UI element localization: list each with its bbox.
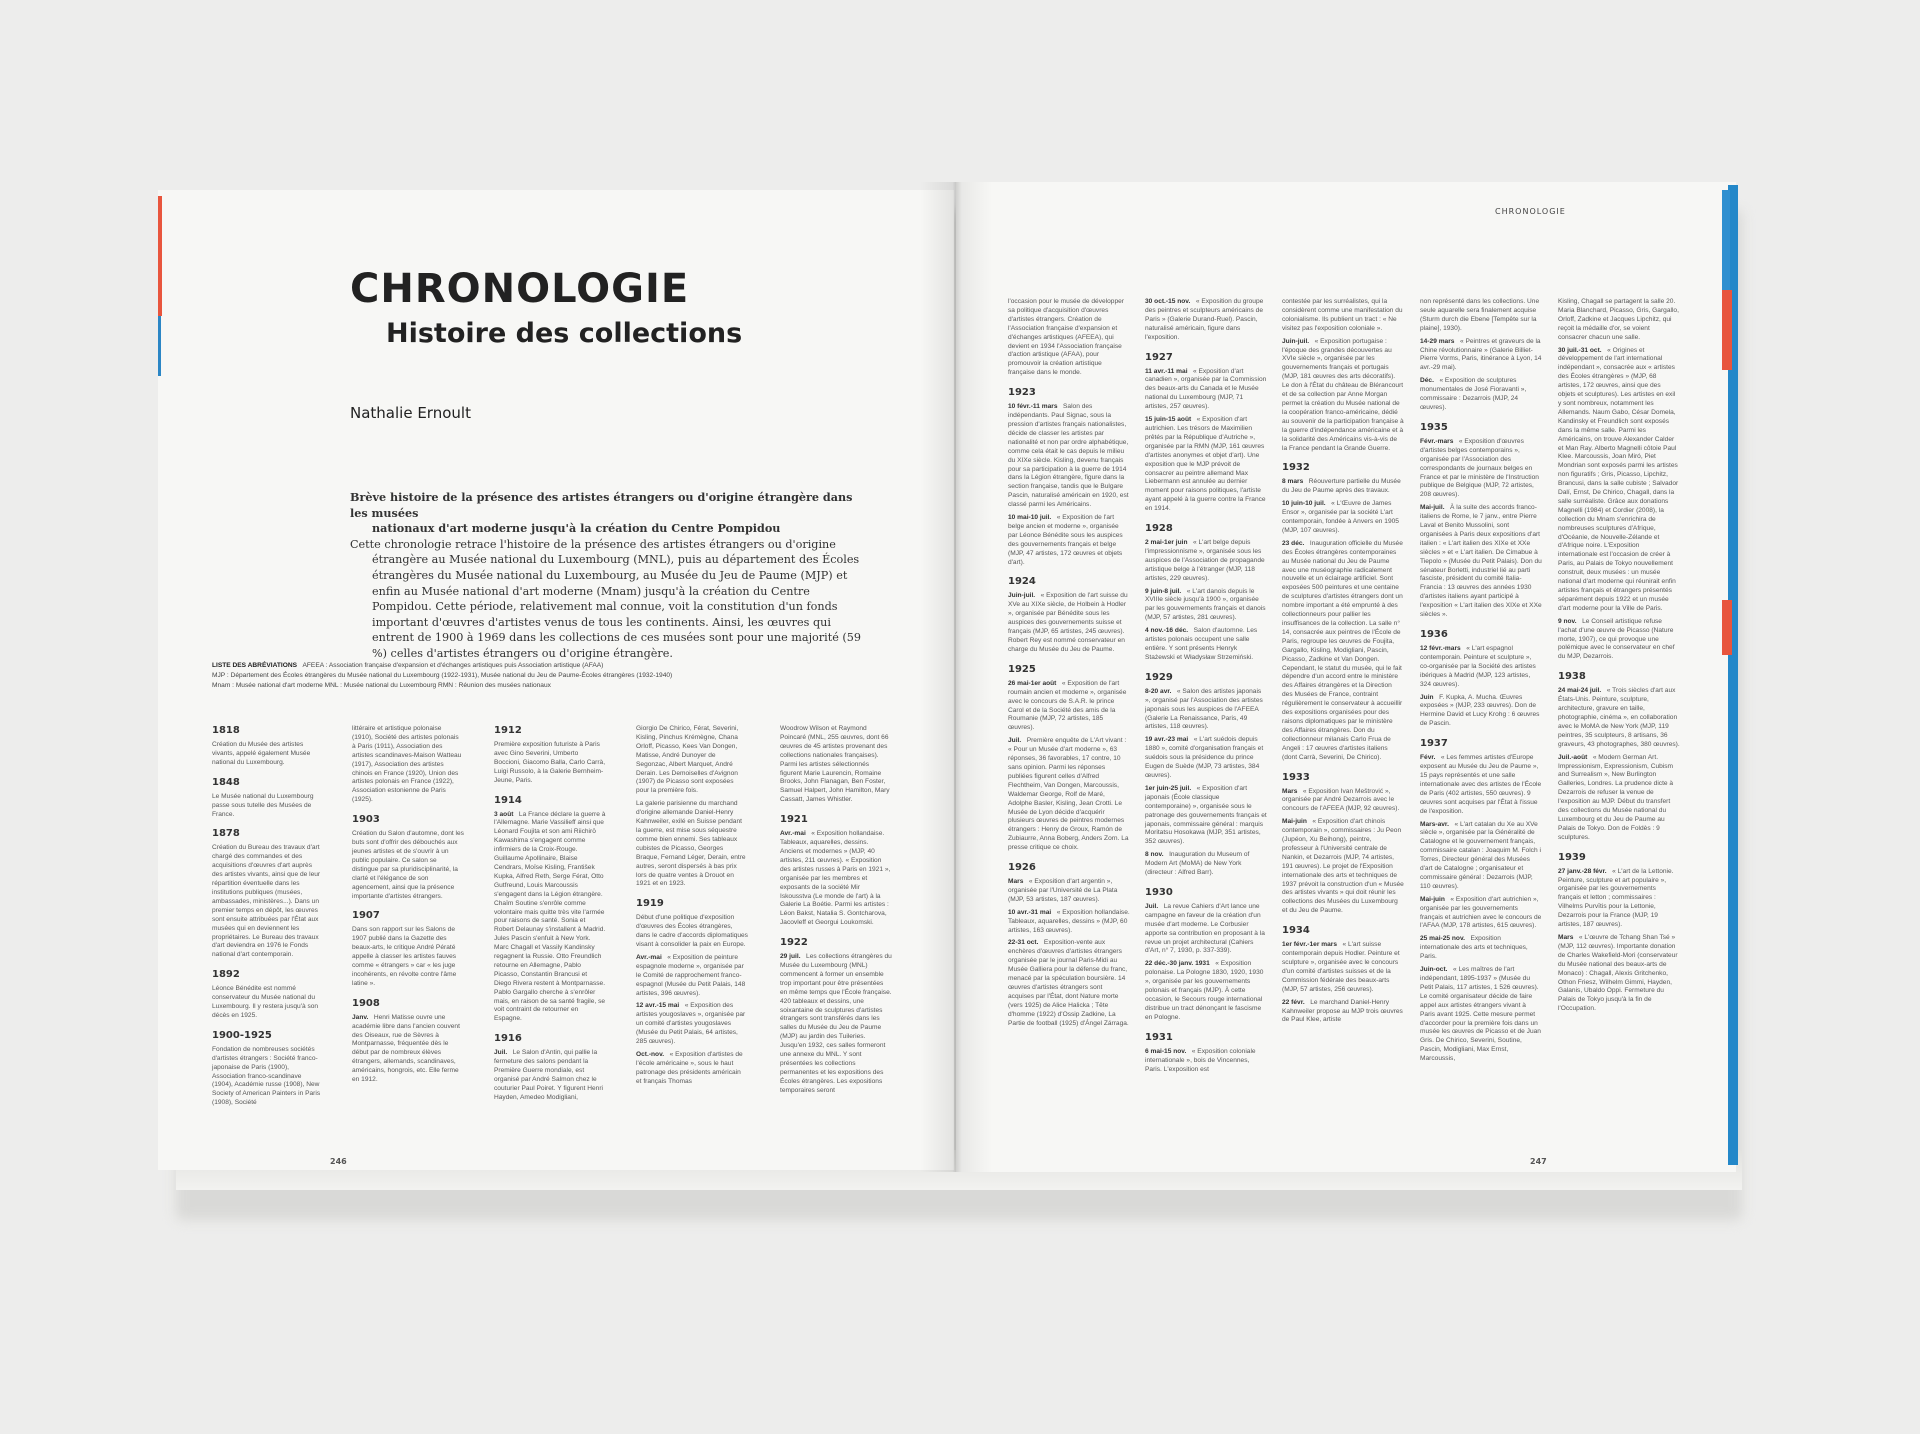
timeline-entry: [1282, 540, 1404, 763]
entry-date: 26 mai-1er août: [1008, 679, 1057, 687]
entry-date: 25 mai-25 nov.: [1420, 935, 1465, 943]
year-heading: 1931: [1145, 1031, 1173, 1043]
year-heading: 1928: [1145, 523, 1173, 535]
entry-text: « Exposition d'art japonais (École classique contemporaine) », organisée sous le patronage des gouvernements français et japonais, commissaire général : marquis Moritatsu Hosokawa (MJP, 351 artistes, 352 œuvres).: [1145, 784, 1267, 846]
year-heading: 1892: [212, 969, 240, 981]
entry-date: 30 juil.-31 oct.: [1558, 346, 1602, 354]
left-column-1: [212, 725, 324, 1112]
entry-text: « L'art catalan du Xe au XVe siècle », organisée par la Généralité de Catalogne et le gouvernement français, commissaire catalan : Joaquim M. Folch i Torres, Directeur général des Musées d'art de Catalogne ; organisateur et commissaire général : Dezarrois (MJP, 110 œuvres).: [1420, 820, 1541, 890]
left-column-5: [780, 725, 892, 1100]
entry-date: 1er juin-25 juil.: [1145, 784, 1192, 792]
left-edge-red-tab: [158, 196, 162, 316]
entry-date: Janv.: [352, 1013, 369, 1021]
entry-text: Woodrow Wilson et Raymond Poincaré (MNL, 255 œuvres, dont 66 œuvres de 45 artistes provenant des collections nationales françaises). Parmi les artistes sélectionnés figurent Marie Laurencin, Romaine Brooks, John Flanagan, Ben Foster, Samuel Halpert, John Hamilton, Mary Cassatt, James Whistler.: [780, 725, 890, 804]
timeline-entry: [636, 914, 748, 950]
entry-date: 30 oct.-15 nov.: [1145, 298, 1191, 305]
entry-date: 24 mai-24 juil.: [1558, 687, 1602, 695]
entry-text: « Exposition d'art autrichien », organisée par les gouvernements français et autrichien avec le concours de l'AFAA (MJP, 178 artistes, 615 œuvres).: [1420, 895, 1542, 930]
entry-text: Inauguration du Museum of Modern Art (MoMA) de New York (directeur : Alfred Barr).: [1145, 851, 1250, 877]
left-edge-blue-tab: [158, 316, 161, 376]
entry-text: « Exposition portugaise : l'époque des grandes découvertes au XVIe siècle », organisée par les gouvernements français et portugais (MJP, 181 œuvres des arts décoratifs). Le don à l'État du château de Blérancourt et de sa collection par Anne Morgan permet la création du Musée national de la coopération franco-américaine, dédié au souvenir de la participation française à la guerre d'indépendance américaine et à la solidarité des Américains vis-à-vis de la France pendant la Grande Guerre.: [1282, 337, 1404, 452]
year-heading: 1912: [494, 725, 522, 736]
entry-date: Juil.: [1145, 902, 1159, 910]
year-heading: 1927: [1145, 351, 1173, 363]
page-subtitle: Histoire des collections: [386, 318, 743, 349]
entry-date: Févr.-mars: [1420, 437, 1454, 445]
year-heading: 1939: [1558, 851, 1586, 863]
abbreviations-list: [212, 661, 772, 691]
entry-text: « Exposition de peinture espagnole moderne », organisée par le Comité de rapprochement franco-espagnol (Musée du Petit Palais, 148 artistes, 396 œuvres).: [636, 953, 746, 997]
timeline-entry: [1145, 903, 1267, 956]
entry-text: « Peintres et graveurs de la Chine révolutionnaire » (Galerie Billiet-Pierre Vorms, Paris, itinérance à Lyon, 14 avr.-29 mai).: [1420, 337, 1542, 372]
entry-date: 15 juin-15 août: [1145, 416, 1192, 424]
entry-text: Salon des indépendants. Paul Signac, sous la pression d'artistes français nationalistes, décide de classer les artistes par nationalité et non par ordre alphabétique, comme cela était le cas depuis le milieu du XIXe siècle. Kisling, devenu français pour sa participation à la guerre de 1914 dans la Légion étrangère, figure dans la section française, tandis que le Bulgare Pascin, naturalisé américain en 1920, est classé parmi les Américains.: [1008, 403, 1129, 509]
entry-text: « Exposition coloniale internationale », bois de Vincennes, Paris. L'exposition est: [1145, 1047, 1256, 1073]
timeline-entry: [1558, 687, 1680, 749]
entry-text: « Salon des artistes japonais », organisé par l'Association des artistes japonais sous les auspices de l'AFEEA (Galerie La Renaissance, Paris, 49 artistes, 118 œuvres).: [1145, 687, 1263, 731]
entry-text: l'occasion pour le musée de développer sa politique d'acquisition d'œuvres d'artistes étrangers. Création de l'Association française d'expansion et d'échanges artistiques (AFEEA), qui devient en 1934 l'Association française d'action artistique (AFAA), pour promouvoir la création artistique française dans le monde.: [1008, 298, 1124, 377]
abbrev-line: [212, 661, 772, 671]
entry-text: La galerie parisienne du marchand d'origine allemande Daniel-Henry Kahnweiler, exilé en Suisse pendant la guerre, est mise sous séquestre comme bien ennemi. Ses tableaux cubistes de Picasso, Georges Braque, Fernand Léger, Derain, entre autres, seront dispersés à bas prix lors de quatre ventes à Drouot en 1921 et en 1923.: [636, 800, 746, 888]
entry-date: Mai-juin: [1420, 895, 1445, 903]
entry-date: 12 avr.-15 mai: [636, 1002, 680, 1010]
entry-date: 23 déc.: [1282, 539, 1305, 547]
entry-text: « Origines et développement de l'art international indépendant », consacrée aux « artistes des Écoles étrangères » (MJP, 68 artistes, 172 œuvres, ainsi que des objets et sculptures). Les artistes en exil y sont nombreux, notamment les Allemands. Naum Gabo, César Domela, Kandinsky et Freundlich sont exposés dans la même salle. Parmi les Américains, on trouve Alexander Calder et Man Ray. Alberto Magnelli côtoie Paul Klee. Marcoussis, Joan Miró, Piet Mondrian sont exposés parmi les artistes non figuratifs ; Gris, Picasso, Lipchitz, Brancusi, dans la salle cubiste ; Salvador Dalí, Ernst, De Chirico, Chagall, dans la salle surréaliste. Grâce aux donations Magnelli (1984) et Cordier (2008), la collection du Mnam s'enrichira de nombreuses sculptures d'Afrique, d'Océanie, de Nouvelle-Zélande et d'Afrique noire. L'Exposition internationale est l'occasion de créer à Paris, au Palais de Tokyo nouvellement construit, deux musées : un musée national d'art moderne qui réunirait enfin artistes français et étrangers présentés séparément depuis 1922 et un musée d'art moderne pour la Ville de Paris.: [1558, 346, 1679, 612]
right-folio: 247: [1530, 1157, 1547, 1166]
entry-text: « Exposition de l'art belge ancien et moderne », organisée par Léonce Bénédite sous les auspices des gouvernements français et belge (MJP, 47 artistes, 172 œuvres et objets d'art).: [1008, 514, 1123, 566]
entry-text: Exposition internationale des arts et techniques, Paris.: [1420, 935, 1528, 961]
entry-text: « Exposition hollandaise. Tableaux, aquarelles, dessins. Anciens et modernes » (MJP, 40 artistes, 211 œuvres). « Exposition des artistes russes à Paris en 1921 », organisée par les membres et exposants de la société Mir Iskousstva (Le monde de l'art) à la Galerie La Boétie. Parmi les artistes : Léon Bakst, Natalia S. Gontcharova, Jacovleff et Georgui Loukomski.: [780, 830, 891, 927]
entry-date: 4 nov.-16 déc.: [1145, 627, 1189, 635]
timeline-entry: [1145, 298, 1267, 343]
entry-date: Mars: [1282, 787, 1298, 795]
entry-text: « L'art belge depuis l'impressionnisme », organisée sous les auspices de l'Association de propagande artistique belge à l'étranger (MJP, 118 artistes, 229 œuvres).: [1145, 539, 1265, 582]
timeline-entry: [1420, 935, 1542, 962]
year-heading: 1922: [780, 937, 808, 949]
entry-date: 3 août: [494, 810, 514, 818]
entry-date: 9 nov.: [1558, 617, 1577, 625]
entry-text: Le marchand Daniel-Henry Kahnweiler propose au MJP trois œuvres de Paul Klee, artiste: [1282, 998, 1403, 1024]
entry-text: « L'art danois depuis le XVIIIe siècle jusqu'à 1900 », organisée par les gouvernements français et danois (MJP, 57 artistes, 281 œuvres).: [1145, 587, 1266, 622]
year-heading: 1936: [1420, 629, 1448, 640]
timeline-entry: [1282, 818, 1404, 916]
entry-text: « L'art de la Lettonie. Peinture, sculpture et art populaire », organisée par les gouvernements français et letton ; commissaires : Vilhelms Purvītis pour la Lettonie, Dezarrois pour la France (MJP, 19 artistes, 187 œuvres).: [1558, 867, 1674, 929]
entry-text: Création du Musée des artistes vivants, appelé également Musée national du Luxembourg.: [212, 741, 311, 766]
entry-text: Fondation de nombreuses sociétés d'artistes étrangers : Société franco-japonaise de Paris (1900), Association franco-scandinave (1904), Académie russe (1908), New Society of American Painters in Paris (1908), Société: [212, 1045, 321, 1107]
entry-date: Avr.-mai: [780, 830, 806, 838]
timeline-entry: [1145, 688, 1267, 733]
timeline-entry: [636, 954, 748, 999]
entry-text: « Trois siècles d'art aux États-Unis. Peinture, sculpture, architecture, gravure en taille, photographie, cinéma », en collaboration avec le MoMA de New York (MJP, 119 peintres, 35 sculpteurs, 8 artisans, 36 graveurs, 43 photographes, 380 œuvres).: [1558, 687, 1680, 748]
entry-date: Mai-juil.: [1420, 504, 1445, 512]
timeline-entry: [1420, 338, 1542, 374]
timeline-entry: [1145, 368, 1267, 413]
timeline-entry: [1420, 298, 1542, 334]
entry-text: « Exposition d'œuvres d'artistes belges contemporains », organisée par l'Association des correspondants de journaux belges en France et par le ministère de l'Instruction publique de Belgique (MJP, 72 artistes, 208 œuvres).: [1420, 437, 1539, 499]
entry-text: F. Kupka, A. Mucha. Œuvres exposées » (MJP, 233 œuvres). Don de Hermine David et Lucy Krohg : 6 œuvres de Pascin.: [1420, 693, 1540, 728]
intro-block: [350, 490, 870, 662]
year-heading: 1919: [636, 898, 664, 910]
timeline-entry: [1420, 896, 1542, 932]
entry-text: « Les maîtres de l'art indépendant, 1895-1937 » (Musée du Petit Palais, 117 artistes, 1 526 œuvres). Le comité organisateur décide de faire appel aux artistes étrangers vivant à Paris avant 1925. Cette mesure permet d'accorder pour la première fois dans un musée les œuvres de Picasso et de Juan Gris. De Chirico, Severini, Soutine, Pascin, Modigliani, Max Ernst, Marcoussis,: [1420, 966, 1541, 1063]
entry-date: Déc.: [1420, 377, 1434, 385]
entry-text: « Exposition de sculptures monumentales de José Fioravanti », commissaire : Dezarrois (MJP, 24 œuvres).: [1420, 377, 1527, 411]
timeline-entry: [212, 793, 324, 820]
entry-date: 11 avr.-11 mai: [1145, 367, 1188, 375]
intro-body: Cette chronologie retrace l'histoire de la présence des artistes étrangers ou d'origine étrangère au Musée national du Luxembourg (MNL), puis au département des Écoles étrangères du Musée national du Luxembourg, au Musée du Jeu de Paume (MJP) et enfin au Musée national d'art moderne (Mnam) jusqu'à la création du Centre Pompidou. Cette période, relativement mal connue, voit la constitution d'un fonds important d'œuvres d'artistes venus de tous les continents. Ainsi, les œuvres qui entrent de 1900 à 1969 dans les collections de ces musées sont pour une majorité (59 %) celles d'artistes étrangers ou d'origine étrangère.: [350, 537, 861, 660]
timeline-entry: [1145, 851, 1267, 878]
entry-date: 8 nov.: [1145, 851, 1164, 859]
timeline-entry: [494, 1049, 606, 1102]
year-heading: 1933: [1282, 771, 1310, 783]
entry-text: Début d'une politique d'exposition d'œuvres des Écoles étrangères, dans le cadre d'accords diplomatiques visant à consolider la paix en Europe.: [636, 914, 748, 949]
left-column-2: [352, 725, 464, 1089]
timeline-entry: [1145, 1048, 1267, 1075]
entry-date: 10 avr.-31 mai: [1008, 908, 1052, 916]
left-folio: 246: [330, 1157, 347, 1166]
timeline-entry: [780, 725, 892, 805]
right-edge-red-tab: [1722, 290, 1732, 370]
entry-text: Inauguration officielle du Musée des Écoles étrangères contemporaines au Musée national du Jeu de Paume avec une muséographie radicalement nouvelle et un éclairage artificiel. Sont exposées 500 peintures et une centaine de sculptures d'artistes étrangers dont un nombre important a été emprunté à des collectionneurs pour pallier les insuffisances de la collection. La salle n° 14, consacrée aux peintres de l'École de Paris, regroupe les œuvres de Foujita, Gargallo, Kisling, Modigliani, Pascin, Picasso, Zadkine et Van Dongen. Cependant, le statut du musée, qui le fait dépendre d'un accord entre le ministère des Affaires étrangères et la Direction des Musées de France, contraint régulièrement le conservateur à accueillir des expositions organisées pour des raisons diplomatiques par le ministère des Affaires étrangères. Don du collectionneur milanais Carlo Frua de Angeli : 17 œuvres d'artistes italiens (dont Carrà, Severini, De Chirico).: [1282, 539, 1403, 761]
entry-text: Salon d'automne. Les artistes polonais occupent une salle entière. Y sont présents Henryk Stażewski et Władysław Strzemiński.: [1145, 627, 1258, 661]
timeline-entry: [1282, 788, 1404, 815]
entry-date: 14-29 mars: [1420, 337, 1455, 345]
year-heading: 1907: [352, 910, 380, 922]
timeline-entry: [1145, 627, 1267, 663]
entry-date: Juin: [1420, 693, 1434, 701]
entry-date: Juil.-août: [1558, 753, 1588, 761]
entry-text: Création du Bureau des travaux d'art chargé des commandes et des acquisitions d'œuvres d'art auprès des artistes vivants, ainsi que de leur répartition éventuelle dans les institutions publiques (musées, ambassades, ministères...). Dans un premier temps en dépôt, les œuvres sont ensuite attribuées par l'État aux musées qui en deviennent les propriétaires. Le Bureau des travaux d'art deviendra en 1976 le Fonds national d'art contemporain.: [212, 844, 321, 959]
year-heading: 1930: [1145, 886, 1173, 898]
timeline-entry: [1282, 941, 1404, 994]
entry-text: « Exposition de l'art suisse du XVe au XIXe siècle, de Holbein à Hodler », organisée par Bénédite sous les auspices des gouvernements suisse et français (MJP, 65 artistes, 245 œuvres). Robert Rey est nommé conservateur en charge du Musée du Jeu de Paume.: [1008, 592, 1128, 653]
entry-date: 8 mars: [1282, 478, 1304, 486]
right-column-4: [1420, 298, 1542, 1068]
right-column-1: [1008, 298, 1130, 1033]
left-column-3: [494, 725, 606, 1107]
entry-text: Exposition-vente aux enchères d'œuvres d'artistes étrangers organisée par le journal Paris-Midi au Musée Galliera pour la défense du franc, menacé par la spéculation boursière. 14 œuvres d'artistes étrangers sont acquises par l'État, dont Nature morte (vers 1925) de Alice Halicka ; Tête d'homme (1922) d'Ossip Zadkine, La Partie de football (1925) d'Ángel Zárraga.: [1008, 939, 1129, 1027]
timeline-entry: [1008, 403, 1130, 510]
year-heading: 1934: [1282, 925, 1310, 937]
timeline-entry: [1145, 588, 1267, 624]
timeline-entry: [1145, 736, 1267, 781]
timeline-entry: [1420, 754, 1542, 816]
year-heading: 1937: [1420, 738, 1448, 750]
year-heading: 1938: [1558, 671, 1586, 683]
year-heading: 1848: [212, 776, 240, 788]
year-heading: 1903: [352, 814, 380, 826]
entry-text: Henri Matisse ouvre une académie libre dans l'ancien couvent des Oiseaux, rue de Sèvres à Montparnasse, fréquentée dès le début par de nombreux élèves étrangers, allemands, scandinaves, américains, hongrois, etc. Elle ferme en 1912.: [352, 1013, 460, 1084]
entry-date: Juin-oct.: [1420, 966, 1448, 974]
timeline-entry: [1558, 934, 1680, 1014]
timeline-entry: [1008, 939, 1130, 1028]
intro-lead-2: nationaux d'art moderne jusqu'à la création du Centre Pompidou: [372, 521, 781, 536]
timeline-entry: [780, 953, 892, 1096]
timeline-entry: [636, 1002, 748, 1047]
intro-lead-1: Brève histoire de la présence des artistes étrangers ou d'origine étrangère dans les musées: [350, 490, 853, 520]
entry-date: 10 juin-10 juil.: [1282, 500, 1326, 508]
entry-date: 8-20 avr.: [1145, 687, 1172, 695]
entry-date: Mai-juin: [1282, 818, 1307, 826]
page-title: CHRONOLOGIE: [350, 266, 690, 312]
entry-text: « Exposition des artistes yougoslaves », organisée par un comité d'artistes yougoslaves (Musée du Petit Palais, 64 artistes, 285 œuvres).: [636, 1002, 746, 1046]
entry-text: « Exposition d'art argentin », organisée par l'Université de La Plata (MJP, 53 artistes, 187 œuvres).: [1008, 878, 1118, 903]
entry-text: « L'art suédois depuis 1880 », comité d'organisation français et suédois sous la présidence du prince Eugen de Suède (MJP, 73 artistes, 384 œuvres).: [1145, 736, 1264, 779]
entry-text: « Exposition d'art chinois contemporain », commissaires : Ju Peon (Jupéon, Xu Beihong), peintre, professeur à l'Université centrale de Nankin, et Dezarrois (MJP, 74 artistes, 191 œuvres). Le projet de l'Exposition internationale des arts et techniques de 1937 prévoit la construction d'un « Musée des artistes vivants » qui doit réunir les collections des Musées du Luxembourg et du Jeu de Paume.: [1282, 818, 1404, 915]
year-heading: 1921: [780, 814, 808, 826]
entry-date: Juin-juil.: [1008, 592, 1036, 600]
entry-text: Réouverture partielle du Musée du Jeu de Paume après des travaux.: [1282, 478, 1401, 495]
entry-text: « L'œuvre de Tchang Shan Tsé » (MJP, 112 œuvres). Importante donation de Charles Wakefield-Mori (conservateur du Musée national des beaux-arts de Monaco) : Chagall, Alexis Gritchenko, Othon Friesz, Wilhelm Gimmi, Hayden, Galanis, Ubaldo Oppi. Fermeture du Palais de Tokyo jusqu'à la fin de l'Occupation.: [1558, 934, 1678, 1013]
year-heading: 1932: [1282, 462, 1310, 474]
timeline-entry: [1008, 909, 1130, 936]
entry-text: non représenté dans les collections. Une seule aquarelle sera finalement acquise (Sturm durch die Ebene [Tempête sur la plaine], 1930).: [1420, 298, 1540, 332]
entry-date: 10 févr.-11 mars: [1008, 403, 1058, 411]
entry-date: Avr.-mai: [636, 953, 662, 961]
entry-text: La France déclare la guerre à l'Allemagne. Marie Vassilieff ainsi que Léonard Foujita et son ami Riichirō Kawashima s'engagent comme infirmiers de la Croix-Rouge. Guillaume Apollinaire, Blaise Cendrars, Moïse Kisling, František Kupka, Alfred Reth, Serge Férat, Otto Gutfreund, Louis Marcoussis s'engagent dans la Légion étrangère. Chaïm Soutine s'enrôle comme volontaire mais quitte très vite l'armée pour raisons de santé. Sonia et Robert Delaunay s'installent à Madrid. Jules Pascin s'enfuit à New York. Marc Chagall et Vassily Kandinsky regagnent la Russie. Otto Freundlich retourne en Allemagne, Pablo Picasso, Constantin Brancusi et Diego Rivera restent à Montparnasse. Pablo Gargallo cherche à s'enrôler mais, en raison de sa santé fragile, se voit contraint de retourner en Espagne.: [494, 810, 606, 1023]
timeline-entry: [1420, 645, 1542, 690]
entry-date: 22-31 oct.: [1008, 939, 1039, 947]
right-column-3: [1282, 298, 1404, 1029]
abbrev-text: AFEEA : Association française d'expansion et d'échanges artistiques puis Association artistique (AFAA): [302, 662, 604, 669]
timeline-entry: [1558, 868, 1680, 930]
entry-text: Les collections étrangères du Musée du Luxembourg (MNL) commencent à former un ensemble trop important pour être présentées en même temps que l'École française. 420 tableaux et dessins, une soixantaine de sculptures d'artistes étrangers sont transférés dans les salles du Musée du Jeu de Paume (MJP) au jardin des Tuileries. Jusqu'en 1932, ces salles formeront une annexe du MNL. Y sont présentées les collections permanentes et les expositions des Écoles étrangères. Les expositions temporaires seront: [780, 953, 892, 1094]
entry-text: « Modern German Art. Impressionism, Expressionism, Cubism and Surrealism », New Burlington Galleries, Londres. La prudence dicte à Dezarrois de refuser la venue de l'exposition au MJP. Début du transfert des collections du Musée national du Luxembourg et du Jeu de Paume au Palais de Tokyo. Don de Foldès : 9 sculptures.: [1558, 753, 1674, 841]
entry-date: Mars-avr.: [1420, 820, 1449, 828]
timeline-entry: [1008, 737, 1130, 853]
timeline-entry: [494, 741, 606, 786]
timeline-entry: [1420, 966, 1542, 1064]
entry-text: Le Salon d'Antin, qui pallie la fermeture des salons pendant la Première Guerre mondiale, est organisé par André Salmon chez le couturier Paul Poiret. Y figurent Henri Hayden, Amedeo Modigliani,: [494, 1049, 603, 1101]
entry-text: « Exposition d'artistes de l'école américaine », sous le haut patronage des présidents américain et français Thomas: [636, 1051, 743, 1085]
entry-date: 1er févr.-1er mars: [1282, 941, 1337, 949]
timeline-entry: [212, 985, 324, 1021]
entry-date: 10 mai-10 juil.: [1008, 514, 1052, 522]
year-heading: 1908: [352, 997, 380, 1009]
entry-date: 22 déc.-30 janv. 1931: [1145, 960, 1210, 968]
entry-text: « Exposition d'art autrichien. Les trésors de Maximilien prêtés par la République d'Autriche », organisée par la RMN (MJP, 161 œuvres d'artistes anonymes et objet d'art). Une exposition que le MJP prévoit de consacrer au peintre allemand Max Liebermann est annulée au dernier moment pour raisons politiques, l'artiste ayant appelé à la guerre contre la France en 1914.: [1145, 416, 1266, 513]
entry-text: À la suite des accords franco-italiens de Rome, le 7 janv., entre Pierre Laval et Benito Mussolini, sont organisées à Paris deux expositions d'art italien : « L'art italien des XIXe et XXe siècles » et « L'art italien. De Cimabue à Tiepolo » (Musée du Petit Palais). Don du sénateur Borletti, industriel lié au parti fasciste, président du comité Italia-Francia : 13 œuvres des années 1930 d'artistes italiens ayant participé à l'exposition « L'art italien des XIXe et XXe siècles ».: [1420, 504, 1542, 619]
timeline-entry: [1282, 338, 1404, 454]
timeline-entry: [1282, 999, 1404, 1026]
entry-text: « Les femmes artistes d'Europe exposent au Musée du Jeu de Paume », 15 pays représentés et une salle internationale avec des artistes de l'École de Paris (402 artistes, 550 œuvres). 9 œuvres sont acquises par l'État à l'issue de l'exposition.: [1420, 754, 1542, 815]
right-column-2: [1145, 298, 1267, 1078]
entry-text: Première exposition futuriste à Paris avec Gino Severini, Umberto Boccioni, Giacomo Balla, Carlo Carrà, Luigi Russolo, à la Galerie Bernheim-Jeune, Paris.: [494, 741, 606, 784]
timeline-entry: [1008, 298, 1130, 378]
entry-date: Juil.: [494, 1049, 508, 1057]
year-heading: 1818: [212, 725, 240, 736]
entry-text: « L'Œuvre de James Ensor », organisée par la société L'art contemporain, fondée à Anvers en 1905 (MJP, 107 œuvres).: [1282, 500, 1399, 534]
entry-text: Giorgio De Chirico, Férat, Severini, Kisling, Pinchus Krémègne, Chana Orloff, Picasso, Kees Van Dongen, Matisse, André Dunoyer de Segonzac, Albert Marquet, André Derain. Les Demoiselles d'Avignon (1907) de Picasso sont exposées pour la première fois.: [636, 725, 739, 795]
timeline-entry: [212, 1046, 324, 1108]
timeline-entry: [1558, 754, 1680, 843]
right-column-5: [1558, 298, 1680, 1018]
entry-date: 29 juil.: [780, 953, 801, 961]
timeline-entry: [1420, 504, 1542, 620]
timeline-entry: [1420, 821, 1542, 892]
entry-text: « Exposition de l'art roumain ancien et moderne », organisée avec le concours de S.A.R. le prince Carol et de la Société des amis de la Roumanie (MJP, 72 artistes, 185 œuvres).: [1008, 679, 1127, 732]
timeline-entry: [1145, 416, 1267, 514]
timeline-entry: [1145, 785, 1267, 847]
right-edge-blue-tab-2: [1722, 190, 1730, 290]
timeline-entry: [1282, 478, 1404, 496]
timeline-entry: [1420, 377, 1542, 413]
abbrev-line: Mnam : Musée national d'art moderne MNL : Musée national du Luxembourg RMN : Réunion des musées nationaux: [212, 682, 551, 689]
timeline-entry: [1558, 347, 1680, 614]
entry-date: 19 avr.-23 mai: [1145, 736, 1189, 744]
entry-date: 27 janv.-28 févr.: [1558, 867, 1607, 875]
entry-date: Oct.-nov.: [636, 1051, 665, 1058]
timeline-entry: [636, 800, 748, 889]
timeline-entry: [1282, 298, 1404, 334]
entry-text: Le Conseil artistique refuse l'achat d'une œuvre de Picasso (Nature morte, 1907), ce qui provoque une polémique avec le conservateur en chef du MJP, Dezarrois.: [1558, 617, 1675, 661]
year-heading: 1923: [1008, 387, 1036, 399]
timeline-entry: [1008, 878, 1130, 905]
author-name: Nathalie Ernoult: [350, 404, 471, 422]
entry-date: Juin-juil.: [1282, 337, 1310, 345]
entry-text: Création du Salon d'automne, dont les buts sont d'offrir des débouchés aux jeunes artistes et de s'ouvrir à un public populaire. Ce salon se distingue par sa pluridisciplinarité, la clarté et l'élégance de son agencement, ainsi que la présence importante d'artistes étrangers.: [352, 830, 464, 900]
entry-date: Mars: [1008, 878, 1024, 886]
running-head: CHRONOLOGIE: [1495, 207, 1566, 216]
entry-text: littéraire et artistique polonaise (1910), Société des artistes polonais à Paris (1911), Association des artistes scandinaves-Maison Watteau (1917), Association des artistes chinois en France (1920), Union des artistes polonais en France (1922), Association estonienne de Paris (1925).: [352, 725, 462, 804]
year-heading: 1926: [1008, 862, 1036, 874]
entry-text: contestée par les surréalistes, qui la considèrent comme une manifestation du colonialisme. Ils publient un tract : « Ne visitez pas l'exposition coloniale ».: [1282, 298, 1403, 332]
year-heading: 1878: [212, 828, 240, 840]
timeline-entry: [352, 725, 464, 805]
timeline-entry: [1008, 592, 1130, 654]
year-heading: 1935: [1420, 421, 1448, 433]
entry-text: Léonce Bénédite est nommé conservateur du Musée national du Luxembourg. Il y restera jusqu'à son décès en 1925.: [212, 985, 319, 1019]
entry-text: La revue Cahiers d'Art lance une campagne en faveur de la création d'un musée d'art moderne. Le Corbusier apporte sa contribution en proposant à la revue un projet architectural (Cahiers d'Art, n° 7, 1930, p. 337-339).: [1145, 902, 1265, 955]
timeline-entry: [1145, 960, 1267, 1022]
timeline-entry: [352, 830, 464, 901]
entry-date: 9 juin-8 juil.: [1145, 587, 1182, 595]
year-heading: 1900-1925: [212, 1029, 272, 1041]
right-edge-red-tab-2: [1722, 600, 1732, 655]
left-column-4: [636, 725, 748, 1091]
year-heading: 1925: [1008, 663, 1036, 675]
entry-text: Le Musée national du Luxembourg passe sous tutelle des Musées de France.: [212, 792, 314, 818]
entry-date: Mars: [1558, 934, 1574, 941]
entry-date: Févr.: [1420, 754, 1436, 762]
timeline-entry: [212, 844, 324, 960]
entry-text: Première enquête de L'Art vivant : « Pour un Musée d'art moderne », 63 réponses, 36 favorables, 17 contre, 10 sans opinion. Parmi les réponses publiées figurent celles d'Alfred Flechtheim, Van Dongen, Marcoussis, Waldemar George, Rolf de Maré, Adolphe Basler, Kisling, Jean Crotti. Le Musée de Lyon décide d'acquérir plusieurs œuvres de peintres modernes étrangers : Henry de Groux, Ramón de Zubiaurre, Anna Boberg, Anders Zorn. La presse critique ce choix.: [1008, 737, 1129, 852]
timeline-entry: [1008, 514, 1130, 567]
timeline-entry: [494, 811, 606, 1025]
year-heading: 1916: [494, 1033, 522, 1045]
timeline-entry: [636, 1051, 748, 1087]
year-heading: 1924: [1008, 576, 1036, 588]
timeline-entry: [636, 725, 748, 796]
timeline-entry: [1282, 500, 1404, 536]
entry-date: 2 mai-1er juin: [1145, 539, 1188, 547]
entry-text: « L'art espagnol contemporain. Peinture et sculpture », co-organisée par la Société des artistes ibériques à Madrid (MJP, 123 artistes, 324 œuvres).: [1420, 645, 1536, 688]
timeline-entry: [1558, 298, 1680, 343]
entry-date: 12 févr.-mars: [1420, 645, 1461, 652]
timeline-entry: [352, 926, 464, 988]
entry-text: Kisling, Chagall se partagent la salle 20. Maria Blanchard, Picasso, Gris, Gargallo, Orloff, Zadkine et Jacques Lipchitz, qui reçoit la médaille d'or, se voient consacrer chacun une salle.: [1558, 298, 1679, 341]
timeline-entry: [1008, 680, 1130, 733]
entry-text: « Exposition du groupe des peintres et sculpteurs américains de Paris » (Galerie Durand-Ruel). Pascin, naturalisé américain, figure dans l'exposition.: [1145, 298, 1264, 341]
entry-date: Juil.: [1008, 737, 1022, 745]
abbrev-line: MJP : Département des Écoles étrangères du Musée national du Luxembourg (1922-1931), Musée national du Jeu de Paume-Écoles étrangères (1932-1940): [212, 672, 673, 679]
entry-date: 6 mai-15 nov.: [1145, 1047, 1187, 1055]
year-heading: 1914: [494, 794, 522, 806]
year-heading: 1929: [1145, 671, 1173, 683]
timeline-entry: [1145, 539, 1267, 584]
entry-text: « L'art suisse contemporain depuis Hodler. Peinture et sculpture », organisée avec le concours d'un comité d'artistes suisses et de la Commission fédérale des beaux-arts (MJP, 57 artistes, 256 œuvres).: [1282, 941, 1400, 993]
timeline-entry: [212, 741, 324, 768]
timeline-entry: [1420, 438, 1542, 500]
abbrev-label: LISTE DES ABRÉVIATIONS: [212, 662, 297, 669]
timeline-entry: [1420, 694, 1542, 730]
entry-text: « Exposition d'art canadien », organisée par la Commission des beaux-arts du Canada et le Musée national du Luxembourg (MJP, 71 artistes, 257 œuvres).: [1145, 367, 1267, 411]
entry-date: 22 févr.: [1282, 998, 1305, 1006]
timeline-entry: [1558, 618, 1680, 663]
entry-text: Dans son rapport sur les Salons de 1907 publié dans la Gazette des beaux-arts, le critique André Pératé appelle à classer les artistes fauves comme « étrangers » car « les juge incohérents, en révolte contre l'âme latine ».: [352, 926, 457, 987]
timeline-entry: [352, 1014, 464, 1085]
timeline-entry: [780, 830, 892, 928]
entry-text: « Exposition hollandaise. Tableaux, aquarelles, dessins » (MJP, 60 artistes, 163 œuvres).: [1008, 908, 1130, 934]
entry-text: « Exposition Ivan Meštrović », organisée par André Dezarrois avec le concours de l'AFEEA (MJP, 92 œuvres).: [1282, 787, 1400, 813]
entry-text: « Exposition polonaise. La Pologne 1830, 1920, 1930 », organisée par les gouvernements polonais et français (MJP). À cette occasion, le Secours rouge international distribue un tract dénonçant le fascisme en Pologne.: [1145, 960, 1264, 1021]
